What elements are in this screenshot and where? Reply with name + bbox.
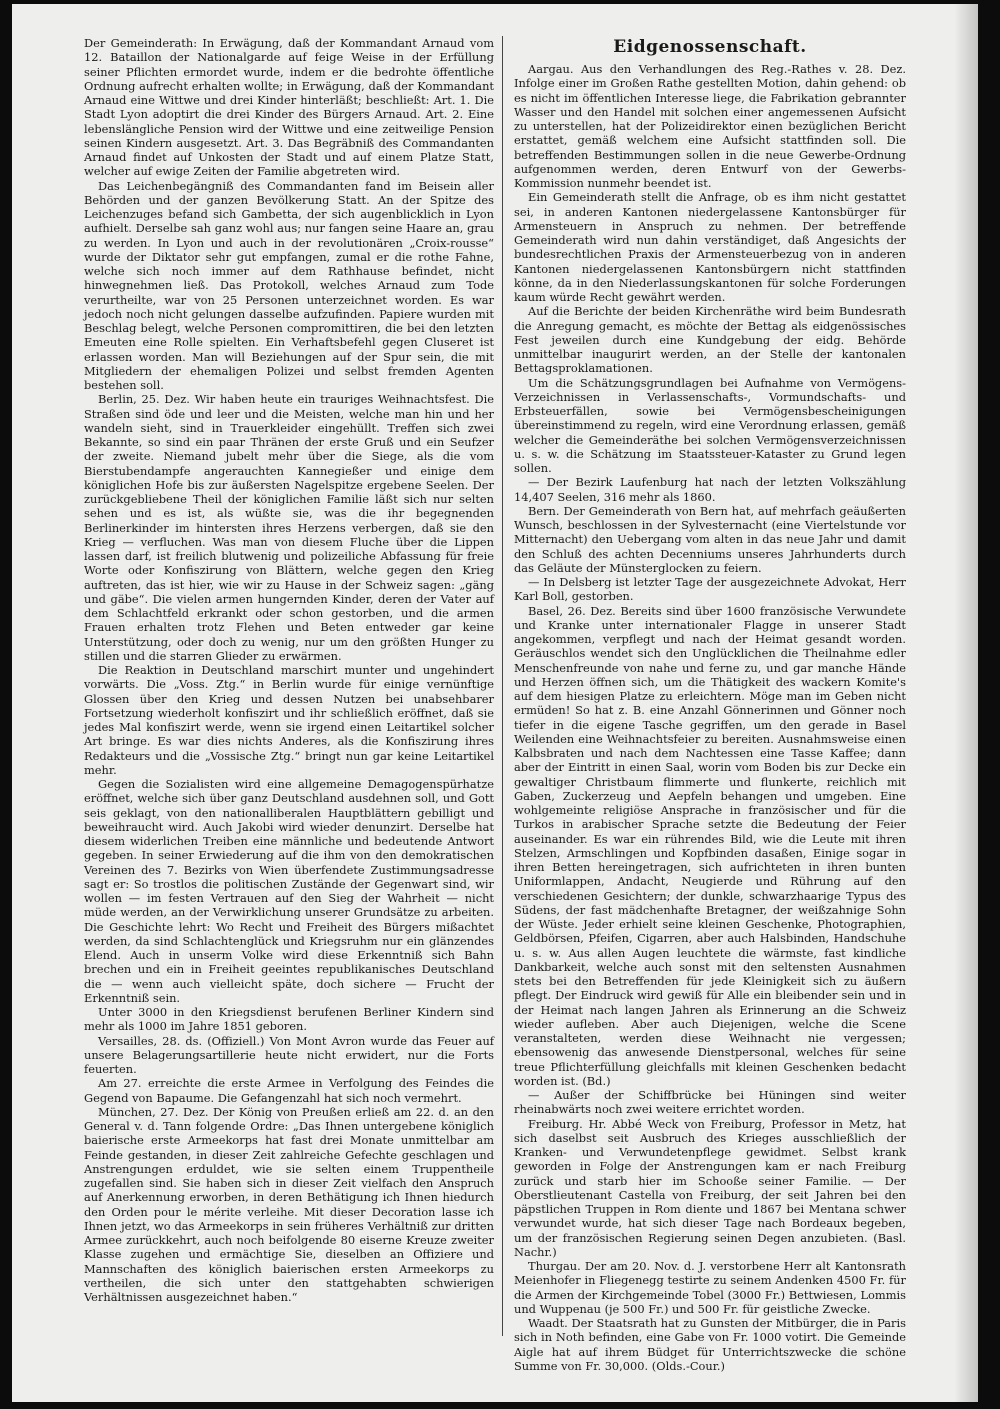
paragraph-berlin-children: Unter 3000 in den Kriegsdienst berufenen Berliner Kindern sind mehr als 1000 im Jahre 1851 geboren. [84, 1005, 494, 1034]
page-edge-shadow [954, 4, 978, 1402]
paragraph-freiburg: Freiburg. Hr. Abbé Weck von Freiburg, Professor in Metz, hat sich daselbst seit Ausbruch des Krieges ausschließlich der Kranken- und Verwundetenpflege gewidmet. Selbst krank geworden in Folge der Anstrengungen kam er nach Freiburg zurück und starb hier im Schooße seiner Familie. — Der Oberstlieutenant Castella von Freiburg, der seit Jahren bei den päpstlichen Truppen in Rom diente und 1867 bei Mentana schwer verwundet wurde, hat sich dieser Tage nach Bordeaux begeben, um der französischen Regierung seinen Degen anzubieten. (Basl. Nachr.) [514, 1116, 906, 1259]
paragraph-laufenburg: — Der Bezirk Laufenburg hat nach der letzten Volkszählung 14,407 Seelen, 316 mehr als 1860. [514, 475, 906, 504]
right-column [514, 36, 906, 1373]
paragraph-socialists: Gegen die Sozialisten wird eine allgemeine Demagogenspürhatze eröffnet, welche sich über ganz Deutschland ausdehnen soll, und Gott seis geklagt, von den nationalliberalen Hauptblättern gebilligt und beweihraucht wird. Auch Jakobi wird wieder denunzirt. Derselbe hat diesem widerlichen Treiben eine männliche und bedeutende Antwort gegeben. In seiner Erwiederung auf die ihm von den demokratischen Vereinen des 7. Bezirks von Wien überfendete Zustimmungsadresse sagt er: So trostlos die politischen Zustände der Gegenwart sind, wir wollen — im festen Vertrauen auf den Sieg der Wahrheit — nicht müde werden, an der Verwirklichung unserer Grundsätze zu arbeiten. Die Geschichte lehrt: Wo Recht und Freiheit des Bürgers mißachtet werden, da sind Schlachtenglück und Kriegsruhm nur ein glänzendes Elend. Auch in unserm Volke wird diese Erkenntniß sich Bahn brechen und ein in Freiheit geeintes republikanisches Deutschland die — wenn auch vielleicht späte, doch sichere — Frucht der Erkenntniß sein. [84, 777, 494, 1005]
left-column [84, 36, 494, 1366]
paragraph-waadt: Waadt. Der Staatsrath hat zu Gunsten der Mitbürger, die in Paris sich in Noth befinden, eine Gabe von Fr. 1000 votirt. Die Gemeinde Aigle hat auf ihrem Büdget für Unterrichtszwecke die schöne Summe von Fr. 30,000. (Olds.-Cour.) [514, 1316, 906, 1373]
paragraph-bettag: Auf die Berichte der beiden Kirchenräthe wird beim Bundesrath die Anregung gemacht, es möchte der Bettag als eidgenössisches Fest jeweilen durch eine Kundgebung der eidg. Behörde unmittelbar inaugurirt werden, an der Stelle der kantonalen Bettagsproklamationen. [514, 304, 906, 376]
paragraph-lyon-decree: Der Gemeinderath: In Erwägung, daß der Kommandant Arnaud vom 12. Bataillon der Nationalgarde auf feige Weise in der Erfüllung seiner Pflichten ermordet wurde, indem er die bedrohte öffentliche Ordnung aufrecht erhalten wollte; in Erwägung, daß der Kommandant Arnaud eine Wittwe und drei Kinder hinterläßt; beschließt: Art. 1. Die Stadt Lyon adoptirt die drei Kinder des Bürgers Arnaud. Art. 2. Eine lebenslängliche Pension wird der Wittwe und eine zeitweilige Pension seinen Kindern ausgesetzt. Art. 3. Das Begräbniß des Commandanten Arnaud findet auf Unkosten der Stadt und auf einem Platze Statt, welcher auf ewige Zeiten der Familie abgetreten wird. [84, 36, 494, 179]
paragraph-lyon-funeral: Das Leichenbegängniß des Commandanten fand im Beisein aller Behörden und der ganzen Bevölkerung Statt. An der Spitze des Leichenzuges befand sich Gambetta, der sich augenblicklich in Lyon aufhielt. Derselbe sah ganz wohl aus; nur fangen seine Haare an, grau zu werden. In Lyon und auch in der revolutionären „Croix-rousse“ wurde der Diktator sehr gut empfangen, zumal er die rothe Fahne, welche sich noch immer auf dem Rathhause befindet, nicht hinwegnehmen ließ. Das Protokoll, welches Arnaud zum Tode verurtheilte, war von 25 Personen unterzeichnet worden. Es war jedoch noch nicht gelungen dasselbe aufzufinden. Papiere wurden mit Beschlag belegt, welche Personen compromittiren, die bei den letzten Emeuten eine Rolle spielten. Ein Verhaftsbefehl gegen Cluseret ist erlassen worden. Man will Beziehungen auf der Spur sein, die mit Mitgliedern der ehemaligen Polizei und selbst fremden Agenten bestehen soll. [84, 178, 494, 392]
paragraph-schaetzung: Um die Schätzungsgrundlagen bei Aufnahme von Vermögens-Verzeichnissen in Verlassenschafts-, Vormundschafts- und Erbsteuerfällen, sowie bei Vermögensbescheinigungen übereinstimmend zu regeln, wird eine Verordnung erlassen, gemäß welcher die Gemeinderäthe bei solchen Vermögensverzeichnissen u. s. w. die Schätzung im Staatssteuer-Kataster zu Grund legen sollen. [514, 375, 906, 475]
paragraph-delsberg: — In Delsberg ist letzter Tage der ausgezeichnete Advokat, Herr Karl Boll, gestorben. [514, 575, 906, 604]
paragraph-bern: Bern. Der Gemeinderath von Bern hat, auf mehrfach geäußerten Wunsch, beschlossen in der Sylvesternacht (eine Viertelstunde vor Mitternacht) den Uebergang vom alten in das neue Jahr und damit den Schluß des achten Decenniums unseres Jahrhunderts durch das Geläute der Münsterglocken zu feiern. [514, 503, 906, 575]
paragraph-first-army: Am 27. erreichte die erste Armee in Verfolgung des Feindes die Gegend von Bapaume. Die Gefangenzahl hat sich noch vermehrt. [84, 1076, 494, 1105]
paragraph-reaction-germany: Die Reaktion in Deutschland marschirt munter und ungehindert vorwärts. Die „Voss. Ztg.“ in Berlin wurde für einige vernünftige Glossen über den Krieg und dessen Nutzen bei unabsehbarer Fortsetzung wiederholt konfiszirt und ihr schließlich eröffnet, daß sie jedes Mal konfiszirt werde, wenn sie irgend einen Leitartikel solcher Art bringe. Es war dies nichts Anderes, als die Konfiszirung ihres Redakteurs und die „Vossische Ztg.“ bringt nun gar keine Leitartikel mehr. [84, 663, 494, 777]
newspaper-page [12, 4, 978, 1402]
paragraph-basel: Basel, 26. Dez. Bereits sind über 1600 französische Verwundete und Kranke unter internationaler Flagge in unserer Stadt angekommen, verpflegt und nach der Heimat gesandt worden. Geräuschlos wendet sich den Unglücklichen die Theilnahme edler Menschenfreunde von nahe und ferne zu, und gar manche Hände und Herzen öffnen sich, um die Thätigkeit des wackern Komite's auf dem hiesigen Platze zu erleichtern. Möge man im Geben nicht ermüden! So hat z. B. eine Anzahl Gönnerinnen und Gönner noch tiefer in die eigene Tasche gegriffen, um den gerade in Basel Weilenden eine Weihnachtsfeier zu bereiten. Ausnahmsweise einen Kalbsbraten und nach dem Nachtessen eine Tasse Kaffee; dann aber der Eintritt in einen Saal, worin vom Boden bis zur Decke ein gewaltiger Christbaum flimmerte und flunkerte, reichlich mit Gaben, Zuckerzeug und Aepfeln behangen und umgeben. Eine wohlgemeinte religiöse Ansprache in französischer und für die Turkos in arabischer Sprache setzte die Bedeutung der Feier auseinander. Es war ein rührendes Bild, wie die Leute mit ihren Stelzen, Armschlingen und Kopfbinden dasaßen, Einige sogar in ihren Betten hereingetragen, sich aufrichteten in ihren bunten Uniformlappen, Andacht, Neugierde und Rührung auf den verschiedenen Gesichtern; der dunkle, schwarzhaarige Typus des Südens, der fast mädchenhafte Bretagner, der weißzahnige Sohn der Wüste. Jeder erhielt seine kleinen Geschenke, Photographien, Geldbörsen, Pfeifen, Cigarren, aber auch Halsbinden, Handschuhe u. s. w. Aus allen Augen leuchtete die wärmste, fast kindliche Dankbarkeit, welche auch sonst mit den seltensten Ausnahmen stets bei den Betreffenden für jede Kleinigkeit sich zu äußern pflegt. Der Eindruck wird gewiß für Alle ein bleibender sein und in der Heimat nach langen Jahren als Erinnerung an die Schweiz wieder aufleben. Aber auch Diejenigen, welche die Scene veranstalteten, werden diese Weihnacht nie vergessen; ebensowenig das anwesende Dienstpersonal, welches für seine treue Pflichterfüllung gleichfalls mit kleinen Geschenken bedacht worden ist. (Bd.) [514, 603, 906, 1088]
paragraph-hueningen: — Außer der Schiffbrücke bei Hüningen sind weiter rheinabwärts noch zwei weitere errichtet worden. [514, 1088, 906, 1117]
paragraph-thurgau: Thurgau. Der am 20. Nov. d. J. verstorbene Herr alt Kantonsrath Meienhofer in Fliegenegg testirte zu seinem Andenken 4500 Fr. für die Armen der Kirchgemeinde Tobel (3000 Fr.) Bettwiesen, Lommis und Wuppenau (je 500 Fr.) und 500 Fr. für geistliche Zwecke. [514, 1259, 906, 1316]
paragraph-muenchen-order: München, 27. Dez. Der König von Preußen erließ am 22. d. an den General v. d. Tann folgende Ordre: „Das Ihnen untergebene königlich baierische erste Armeekorps hat fast drei Monate unmittelbar am Feinde gestanden, in dieser Zeit zahlreiche Gefechte geschlagen und Anstrengungen erduldet, wie sie selten einem Truppentheile zugefallen sind. Sie haben sich in dieser Zeit vielfach den Anspruch auf Anerkennung erworben, in deren Bethätigung ich Ihnen hiedurch den Orden pour le mérite verleihe. Mit dieser Decoration lasse ich Ihnen jetzt, wo das Armeekorps in sein früheres Verhältniß zur dritten Armee zurückkehrt, auch noch beifolgende 80 eiserne Kreuze zweiter Klasse zugehen und ermächtige Sie, dieselben an Offiziere und Mannschaften des königlich baierischen ersten Armeekorps zu vertheilen, die sich unter den stattgehabten schwierigen Verhältnissen ausgezeichnet haben.“ [84, 1104, 494, 1304]
paragraph-berlin-christmas: Berlin, 25. Dez. Wir haben heute ein trauriges Weihnachtsfest. Die Straßen sind öde und leer und die Meisten, welche man hin und her wandeln sieht, sind in Trauerkleider eingehüllt. Treffen sich zwei Bekannte, so sind ein paar Thränen der erste Gruß und ein Seufzer der zweite. Niemand jubelt mehr über die Siege, als die vom Bierstubendampfe angerauchten Kannegießer und einige dem königlichen Hofe bis zur äußersten Nagelspitze ergebene Seelen. Der zurückgebliebene Theil der königlichen Familie läßt sich nur selten sehen und es ist, als wüßte sie, was die ihr begegnenden Berlinerkinder im hintersten ihres Herzens verbergen, daß sie den Krieg — verfluchen. Was man von diesem Fluche über die Lippen lassen darf, ist freilich blutwenig und polizeiliche Abfassung für freie Worte oder Konfiszirung von Blättern, welche gegen den Krieg auftreten, das ist hier, wie wir zu Hause in der Schweiz sagen: „gäng und gäbe“. Die vielen armen hungernden Kinder, deren der Vater auf dem Schlachtfeld erkrankt oder schon gestorben, und die armen Frauen erhalten trotz Flehen und Beten entweder gar keine Unterstützung, oder doch zu wenig, nur um den größten Hunger zu stillen und die starren Glieder zu erwärmen. [84, 392, 494, 663]
column-rule [502, 36, 503, 1336]
paragraph-armensteuern: Ein Gemeinderath stellt die Anfrage, ob es ihm nicht gestattet sei, in anderen Kantonen niedergelassene Kantonsbürger für Armensteuern in Anspruch zu nehmen. Der betreffende Gemeinderath wird nun dahin verständiget, daß Angesichts der bundesrechtlichen Praxis der Armensteuerbezug von in anderen Kantonen niedergelassenen Kantonsbürgern nicht stattfinden könne, da in den Niederlassungskantonen für solche Forderungen kaum würde Recht gewährt werden. [514, 190, 906, 304]
paragraph-aargau: Aargau. Aus den Verhandlungen des Reg.-Rathes v. 28. Dez. Infolge einer im Großen Rathe gestellten Motion, dahin gehend: ob es nicht im öffentlichen Interesse liege, die Fabrikation gebrannter Wasser und den Handel mit solchen einer angemessenen Aufsicht zu unterstellen, hat der Polizeidirektor einen bezüglichen Bericht erstattet, gemäß welchem eine Aufsicht stattfinden soll. Die betreffenden Bestimmungen sollen in die neue Gewerbe-Ordnung aufgenommen werden, deren Entwurf von der Gewerbs-Kommission nunmehr beendet ist. [514, 62, 906, 190]
section-heading: Eidgenossenschaft. [613, 37, 807, 57]
paragraph-versailles: Versailles, 28. ds. (Offiziell.) Von Mont Avron wurde das Feuer auf unsere Belagerungsartillerie heute nicht erwidert, nur die Forts feuerten. [84, 1033, 494, 1076]
